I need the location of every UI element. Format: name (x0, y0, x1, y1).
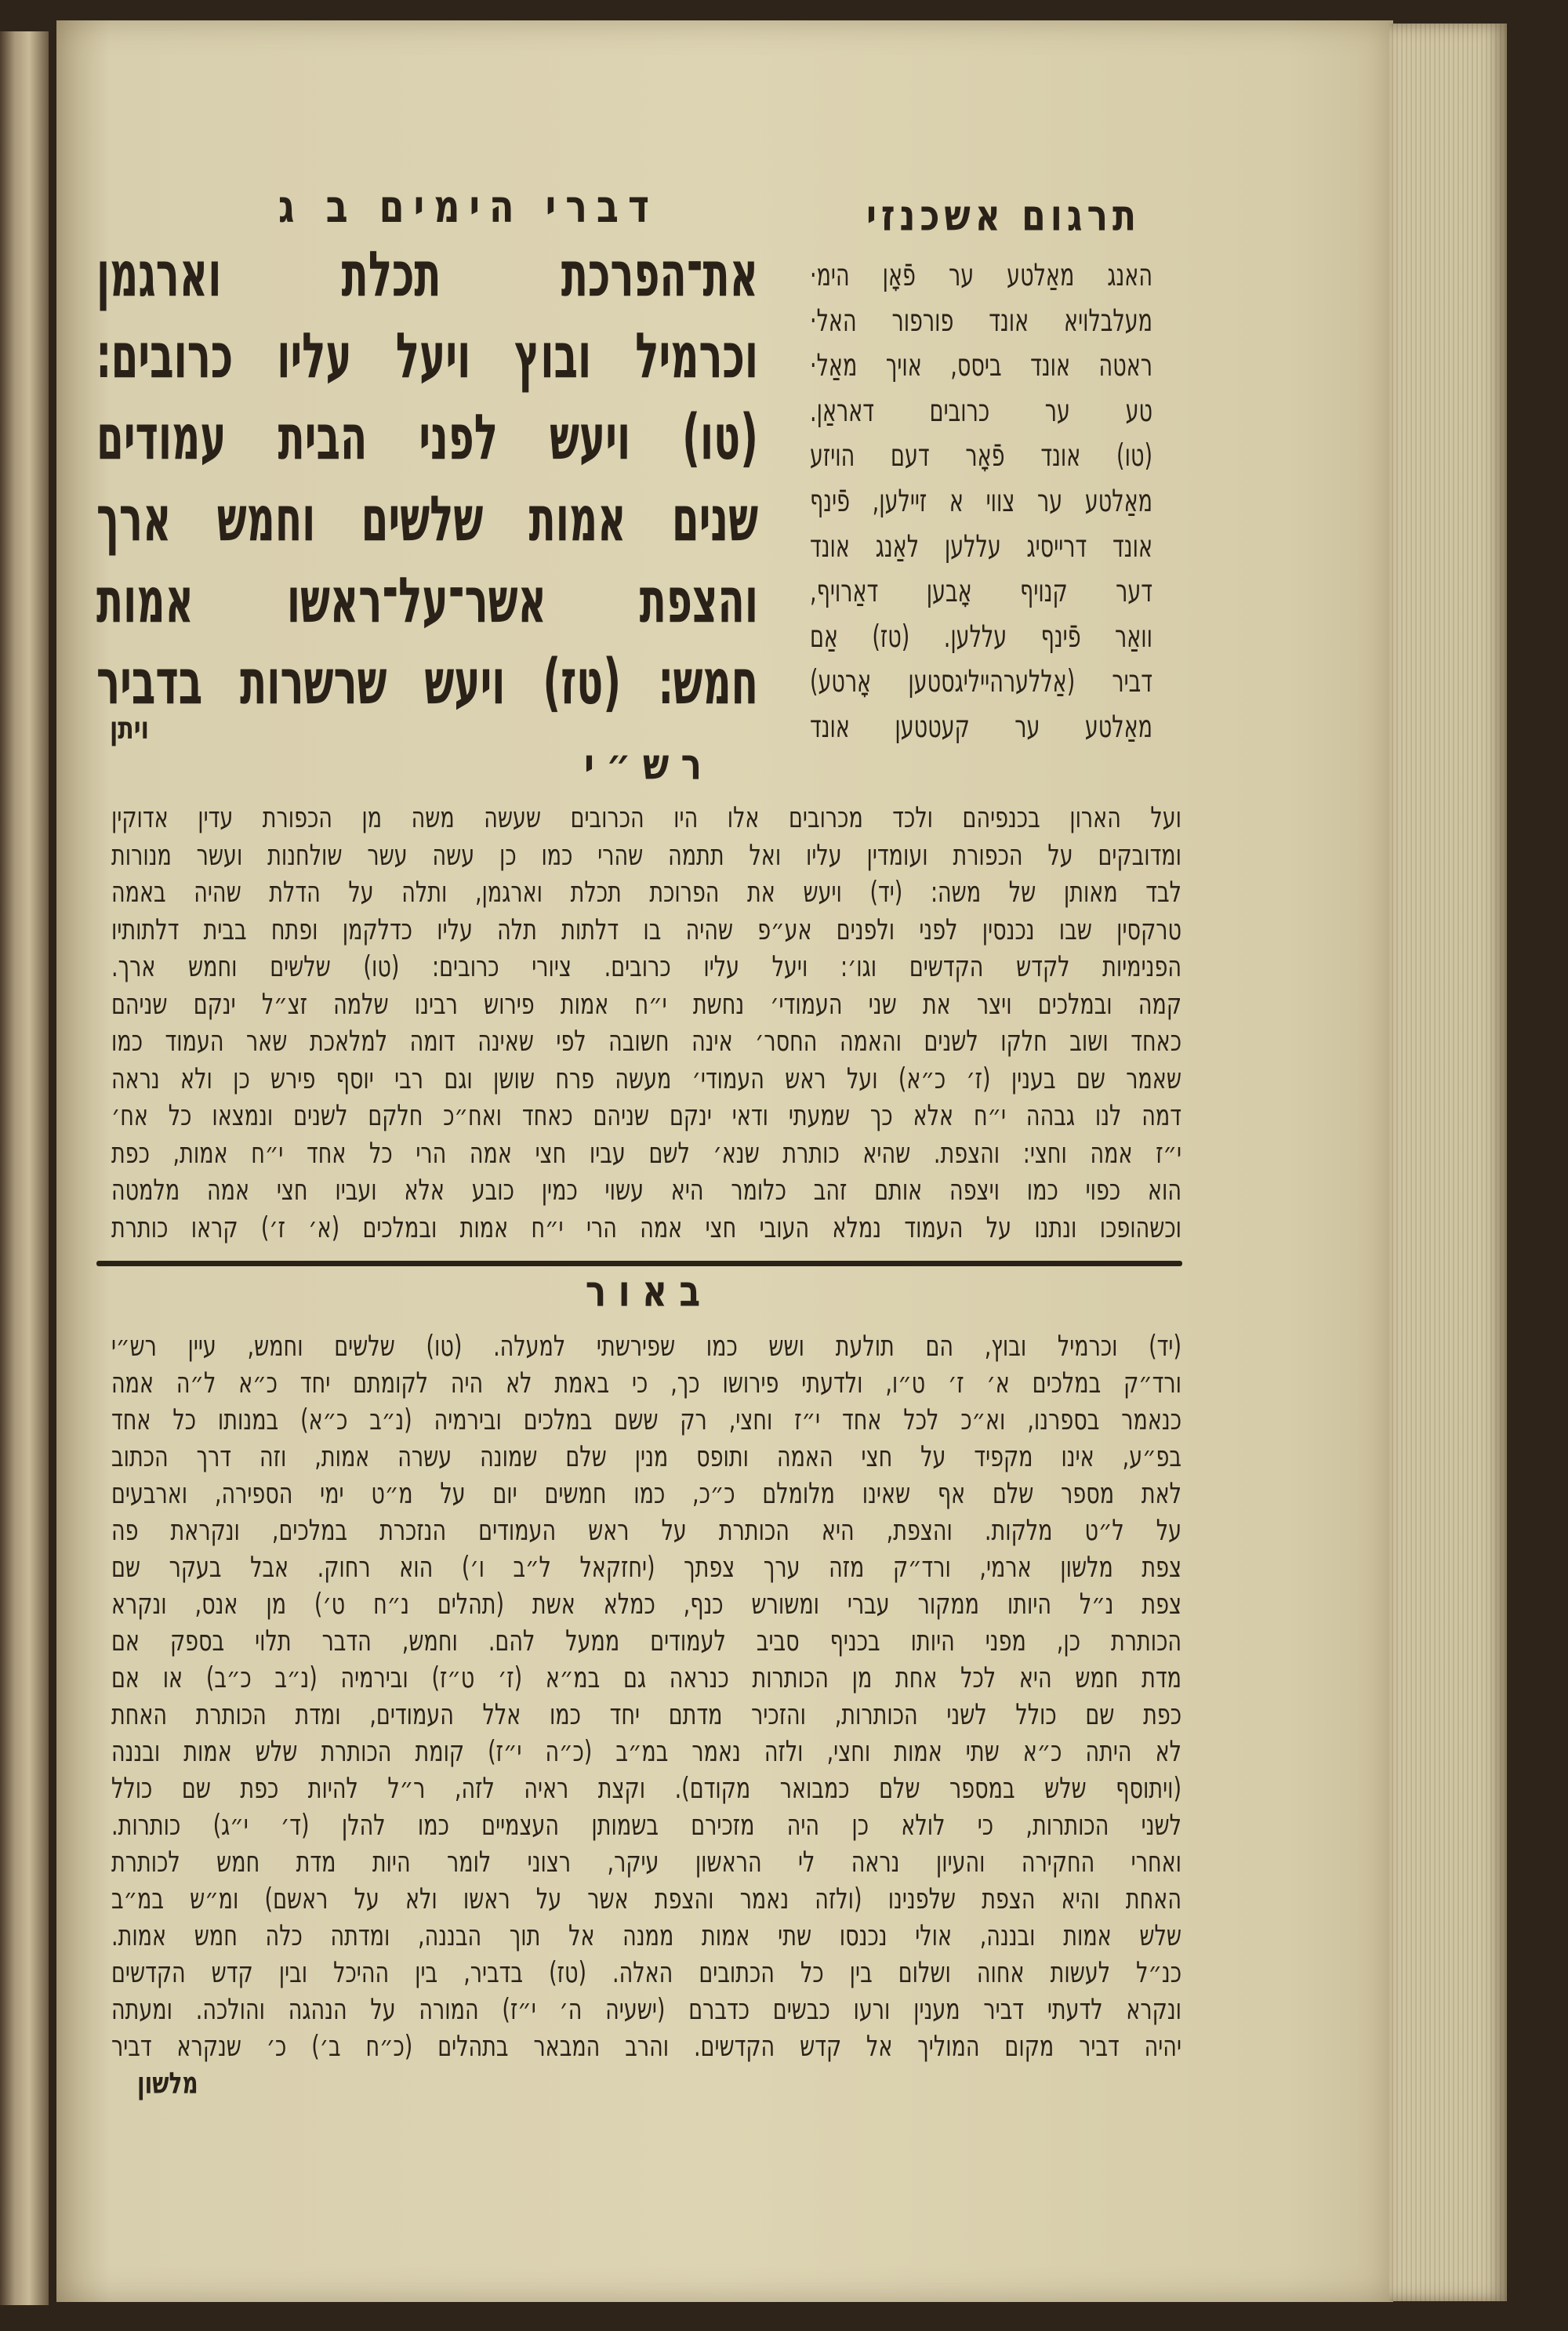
rashi-line: הוא כפוי כמו ויצפה אותם זהב כלומר היא עשוי כמין כובע אלא ועביו חצי אמה מלמטה (111, 1174, 1181, 1207)
biur-line: ונקרא לדעתי דביר מענין ורעו כבשים כדברם (ישעיה ה׳ י״ז) המורה על הנהגה והולכה. ומעתה (111, 1993, 1181, 2027)
book-running-header: דברי הימים ב ג (278, 180, 659, 233)
biur-line: צפת נ״ל היותו ממקור עברי ומשורש כנף, כמלא אשת (תהלים נ״ח ט׳) מן אנס, ונקרא (111, 1588, 1181, 1621)
rashi-line: דמה לנו גבהה י״ח אלא כך שמעתי ודאי ינקם שניהם כאחד ואח״כ חלקם לשנים ונמצאו כל אח׳ (111, 1099, 1181, 1133)
biur-line: האחת והיא הצפת שלפנינו (ולזה נאמר והצפת אשר על ראשו ולא על ראשם) ומ״ש במ״ב (111, 1883, 1181, 1916)
rashi-line: קמה ובמלכים ויצר את שני העמודי׳ נחשת י״ח אמות פירוש רבינו שלמה זצ״ל ינקם שניהם (111, 988, 1181, 1021)
rashi-line: שאמר שם בענין (ז׳ כ״א) ועל ראש העמודי׳ מעשה פרח שושן וגם רבי יוסף פירש כן ולא נראה (111, 1062, 1181, 1095)
verse-line: והצפת אשר־על־ראשו אמות (96, 565, 758, 637)
targum-line: מעלבלויא אונד פורפור האל· (810, 303, 1152, 339)
biur-line: (ויתוסף שלש במספר שלם כמבואר מקודם). וקצת ראיה לזה, ר״ל להיות כפת שם כולל (111, 1772, 1181, 1806)
rashi-line: הפנימיות לקדש הקדשים וגו׳: ויעל עליו כרובים. ציורי כרובים: (טו) שלשים וחמש ארך. (111, 950, 1181, 984)
section-divider (96, 1261, 1182, 1266)
biur-line: שלש אמות ובננה, אולי נכנסו שתי אמות ממנה אל תוך הבננה, ומדתה כלה חמש אמות. (111, 1919, 1181, 1953)
verse-line: (טו) ויעש לפני הבית עמודים (96, 401, 758, 474)
verse-catchword: ויתן (110, 710, 149, 747)
previous-page-edge (0, 31, 49, 2305)
biur-line: כנאמר בספרנו, וא״כ לכל אחד י״ז וחצי, רק ששם במלכים ובירמיה (נ״ב כ״א) במנותו כל אחד (111, 1403, 1181, 1437)
biur-header: ב א ו ר (585, 1266, 701, 1317)
biur-line: (יד) וכרמיל ובוץ, הם תולעת ושש כמו שפירשתי למעלה. (טו) שלשים וחמש, עיין רש״י (111, 1330, 1181, 1363)
biur-line: יהיה דביר מקום המוליך אל קדש הקדשים. והרב המבאר בתהלים (כ״ח ב׳) כ׳ שנקרא דביר (111, 2030, 1181, 2064)
verse-line: שנים אמות שלשים וחמש ארך (96, 483, 758, 556)
rashi-line: כאחד ושוב חלקו לשנים והאמה החסר׳ אינה חשובה לפי שאינה דומה למלאכת שאר העמוד כמו (111, 1025, 1181, 1058)
biur-line: כנ״ל לעשות אחוה ושלום בין כל הכתובים האלה. (טז) בדביר, בין ההיכל ובין קדש הקדשים (111, 1956, 1181, 1990)
rashi-line: י״ז אמה וחצי: והצפת. שהיא כותרת שנא׳ לשם עביו חצי אמה הרי כל אחד י״ח אמות, כפת (111, 1137, 1181, 1170)
rashi-line: ומדובקים על הכפורת ועומדין עליו ואל תתמה שהרי כמו כן עשה עשר שולחנות ועשר מנורות (111, 839, 1181, 872)
targum-line: האנג מאַלטע ער פֿאָן הימ· (810, 258, 1152, 293)
targum-line: (טו) אונד פֿאָר דעם הויזע (810, 438, 1152, 474)
targum-line: מאַלטע ער צווי א זיילען, פֿינף (810, 484, 1152, 519)
biur-line: לאת מספר שלם אף שאינו מלומלם כ״כ, כמו חמשים יום על מ״ט ימי הספירה, וארבעים (111, 1477, 1181, 1511)
biur-line: צפת מלשון ארמי, ורד״ק מזה ערך צפתך (יחזקאל ל״ב ו׳) הוא רחוק. אבל בעקר שם (111, 1551, 1181, 1585)
page-stack-edges (1389, 24, 1507, 2301)
biur-line: כפת שם כולל לשני הכותרות, והזכיר מדתם יחד כמו אלל העמודים, ומדת הכותרת האחת (111, 1698, 1181, 1732)
targum-header: תרגום אשכנזי (866, 191, 1142, 241)
rashi-line: ועל הארון בכנפיהם ולכד מכרובים אלו היו הכרובים שעשה משה מן הכפורת עדין אדוקין (111, 801, 1181, 835)
verse-line: חמש׃ (טז) ויעש שרשרות בדביר (96, 646, 758, 719)
targum-line: מאַלטע ער קעטטען אונד (810, 710, 1152, 745)
biur-line: מדת חמש היא לכל אחת מן הכותרות כנראה גם במ״א (ז׳ ט״ז) ובירמיה (נ״ב כ״ב) או אם (111, 1661, 1181, 1695)
rashi-header: ר ש ״ י (583, 739, 702, 790)
rashi-line: וכשהופכו ונתנו על העמוד נמלא העובי חצי אמה הרי י״ח אמות ובמלכים (א׳ ז׳) קראו כותרת (111, 1211, 1181, 1244)
biur-line: בפ״ע, אינו מקפיד על חצי האמה ותופס מנין שלם שמונה עשרה אמות, וזה דרך הכתוב (111, 1440, 1181, 1474)
biur-line: על ל״ט מלקות. והצפת, היא הכותרת על ראש העמודים הנזכרת במלכים, ונקראת פה (111, 1514, 1181, 1548)
biur-catchword: מלשון (137, 2065, 198, 2100)
verse-line: וכרמיל ובוץ ויעל עליו כרובים׃ (96, 320, 758, 393)
targum-line: ראטה אונד ביסס, אויך מאַל· (810, 348, 1152, 384)
targum-line: דביר (אַללערהייליגסטען אָרטע) (810, 664, 1152, 700)
targum-line: וואַר פֿינף עללען. (טז) אַם (810, 619, 1152, 655)
biur-line: ואחרי החקירה והעיון נראה לי הראשון עיקר, רצוני לומר היות מדת חמש לכותרת (111, 1846, 1181, 1879)
targum-line: אונד דרייסיג עללען לאַנג אונד (810, 528, 1152, 565)
biur-line: הכותרת כן, מפני היותו בכניף סביב לעמודים ממעל להם. וחמש, הדבר תלוי בספק אם (111, 1625, 1181, 1658)
biur-line: ורד״ק במלכים א׳ ז׳ ט״ו, ולדעתי פירושו כך, כי באמת לא היה לקומתם יחד כ״א ל״ה אמה (111, 1367, 1181, 1400)
rashi-line: לבד מאותן של משה: (יד) ויעש את הפרוכת תכלת וארגמן, ותלה על הדלת שהיה באמה (111, 876, 1181, 910)
biur-line: לשני הכותרות, כי לולא כן היה מזכירם בשמותן העצמיים כמו להלן (ד׳ י״ג) כותרות. (111, 1809, 1181, 1843)
targum-line: טע ער כרובים דאראַן. (810, 393, 1152, 429)
verse-line: את־הפרכת תכלת וארגמן (96, 238, 758, 311)
targum-line: דער קנויף אָבען דאַרויף, (810, 574, 1152, 610)
biur-line: לא היתה כ״א שתי אמות וחצי, ולזה נאמר במ״ב (כ״ה י״ז) קומת הכותרת שלש אמות ובננה (111, 1735, 1181, 1769)
rashi-line: טרקסין שבו נכנסין לפני ולפנים אע״פ שהיה בו דלתות תלה עליו כדלקמן ופתח בבית דלתותיו (111, 913, 1181, 946)
